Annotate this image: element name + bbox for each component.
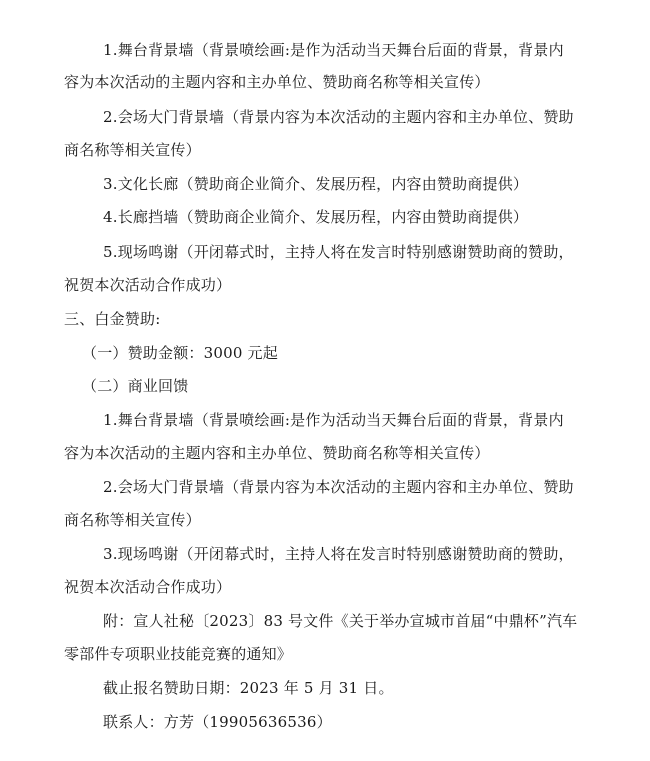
item-corridor-wall: 4.长廊挡墙（赞助商企业简介、发展历程，内容由赞助商提供） [103, 208, 529, 226]
item-stage-backdrop-2: 1.舞台背景墙（背景喷绘画:是作为活动当天舞台后面的背景，背景内 [103, 411, 564, 429]
attachment-note: 附：宣人社秘〔2023〕83 号文件《关于举办宣城市首届“中鼎杯”汽车 [103, 612, 578, 630]
section-heading-platinum: 三、白金赞助: [64, 310, 161, 328]
item-stage-backdrop-2-cont: 容为本次活动的主题内容和主办单位、赞助商名称等相关宣传） [64, 444, 490, 462]
item-acknowledgement-1-cont: 祝贺本次活动合作成功） [64, 276, 232, 294]
contact-text: 联系人：方芳（19905636536） [103, 713, 332, 731]
item-acknowledgement-2: 3.现场鸣谢（开闭幕式时，主持人将在发言时特别感谢赞助商的赞助， [103, 545, 574, 563]
subsection-returns: （二）商业回馈 [82, 377, 189, 395]
attachment-note-cont: 零部件专项职业技能竞赛的通知》 [64, 645, 293, 663]
item-stage-backdrop-1: 1.舞台背景墙（背景喷绘画:是作为活动当天舞台后面的背景，背景内 [103, 41, 564, 59]
item-gate-backdrop-1: 2.会场大门背景墙（背景内容为本次活动的主题内容和主办单位、赞助 [103, 108, 574, 126]
deadline-text: 截止报名赞助日期：2023 年 5 月 31 日。 [103, 679, 394, 697]
item-stage-backdrop-1-cont: 容为本次活动的主题内容和主办单位、赞助商名称等相关宣传） [64, 73, 490, 91]
item-gate-backdrop-2: 2.会场大门背景墙（背景内容为本次活动的主题内容和主办单位、赞助 [103, 478, 574, 496]
item-culture-corridor: 3.文化长廊（赞助商企业简介、发展历程，内容由赞助商提供） [103, 175, 529, 193]
item-gate-backdrop-1-cont: 商名称等相关宣传） [64, 141, 201, 159]
item-gate-backdrop-2-cont: 商名称等相关宣传） [64, 511, 201, 529]
item-acknowledgement-1: 5.现场鸣谢（开闭幕式时，主持人将在发言时特别感谢赞助商的赞助， [103, 243, 574, 261]
item-acknowledgement-2-cont: 祝贺本次活动合作成功） [64, 578, 232, 596]
subsection-amount: （一）赞助金额：3000 元起 [82, 344, 278, 362]
